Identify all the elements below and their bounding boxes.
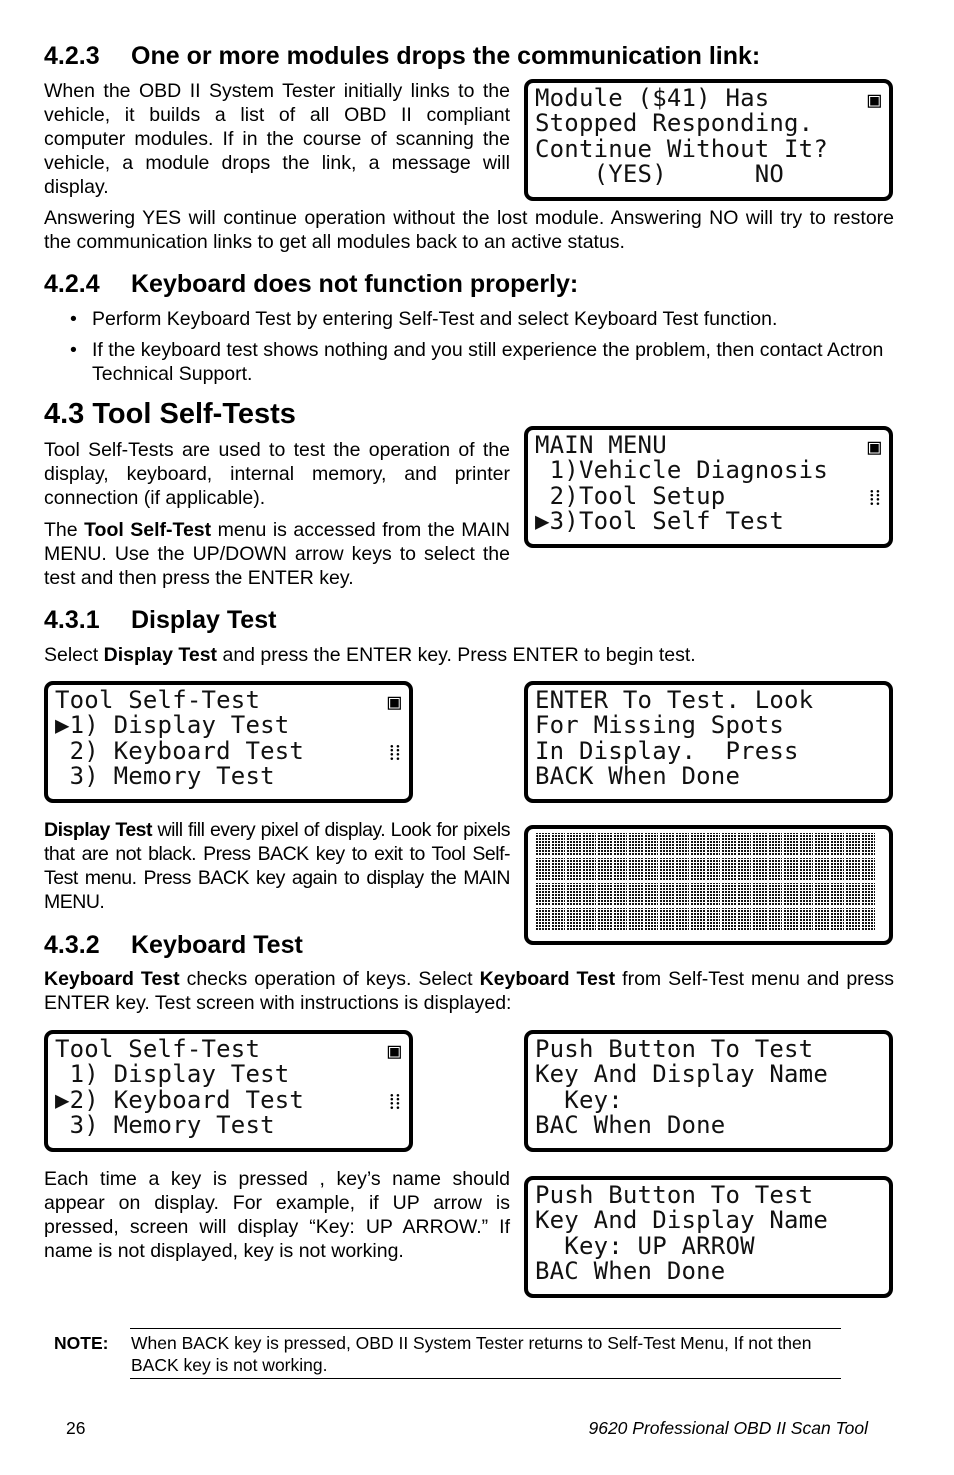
section-heading-4-3-2 (44, 931, 303, 959)
pixel-cell (676, 858, 690, 880)
pixel-cell (722, 883, 736, 905)
bullet-list (44, 307, 894, 393)
lcd-line: BACK When Done (535, 761, 741, 790)
lcd-line: BAC When Done (535, 1256, 726, 1285)
pixel-cell (862, 908, 876, 930)
page-number: 26 (66, 1418, 86, 1438)
text-run: checks operation of keys. Select (179, 968, 480, 990)
pixel-cell (800, 908, 814, 930)
lcd-line: Tool Self-Test (55, 1035, 261, 1063)
pixel-cell (598, 908, 612, 930)
section-number: 4.2.4 (44, 270, 100, 298)
pixel-cell (784, 833, 798, 855)
pixel-cell (815, 883, 829, 905)
pixel-cell (707, 833, 721, 855)
pixel-cell (738, 883, 752, 905)
list-item (44, 307, 894, 331)
text-run: The (44, 519, 85, 541)
pixel-cell (738, 908, 752, 930)
text-run: from Self-Test menu and press ENTER key. Test screen with instructions is displayed: (44, 968, 894, 1014)
scroll-bar-icon: ⁞⁞ (868, 486, 881, 511)
pixel-cell (784, 908, 798, 930)
pixel-cell (862, 833, 876, 855)
pixel-cell (784, 858, 798, 880)
lcd-line: ▶3)Tool Self Test (535, 506, 785, 535)
pixel-cell (862, 858, 876, 880)
note-text: When BACK key is pressed, OBD II System Tester returns to Self-Test Menu, If not then BACK key is not working. (131, 1333, 812, 1375)
scroll-top-icon: ▣ (387, 1039, 401, 1064)
pixel-cell (660, 908, 674, 930)
scroll-top-icon: ▣ (867, 435, 881, 460)
pixel-cell (536, 858, 550, 880)
lcd-line: Tool Self-Test (55, 686, 261, 714)
pixel-cell (645, 883, 659, 905)
pixel-cell (552, 833, 566, 855)
text-run: Select (44, 644, 104, 666)
pixel-cell (769, 883, 783, 905)
text-run: menu is accessed from the MAIN MENU. Use the UP/DOWN arrow keys to select the test and then press the ENTER key. (44, 519, 510, 589)
bullet-icon: • (70, 339, 77, 361)
pixel-cell (676, 908, 690, 930)
lcd-line: (YES) NO (535, 159, 785, 188)
lcd-line: 3) Memory Test (55, 1110, 275, 1139)
pixel-cell (583, 883, 597, 905)
pixel-cell (831, 883, 845, 905)
pixel-cell (831, 833, 845, 855)
lcd-self-test-menu-keyboard (44, 1030, 413, 1152)
pixel-cell (552, 858, 566, 880)
pixel-cell (691, 833, 705, 855)
lcd-module-stopped (524, 79, 893, 201)
lcd-line: Key: UP ARROW (535, 1231, 755, 1260)
section-heading-4-3: 4.3 Tool Self-Tests (44, 398, 296, 430)
pixel-cell (567, 908, 581, 930)
bullet-text: Perform Keyboard Test by entering Self-Test and select Keyboard Test function. (92, 308, 778, 330)
pixel-cell (614, 883, 628, 905)
pixel-cell (722, 858, 736, 880)
footer-product: 9620 Professional OBD II Scan Tool (588, 1418, 868, 1438)
pixel-cell (722, 908, 736, 930)
note-label: NOTE: (54, 1333, 109, 1353)
lcd-line: 2) Keyboard Test (55, 736, 305, 765)
bullet-icon: • (70, 308, 77, 330)
pixel-cell (815, 833, 829, 855)
pixel-cell (753, 858, 767, 880)
pixel-cell (738, 858, 752, 880)
lcd-push-button-up-arrow (524, 1176, 893, 1298)
note-rule-top (130, 1328, 841, 1329)
section-number: 4.3.2 (44, 931, 100, 959)
pixel-cell (738, 833, 752, 855)
section-title: Display Test (131, 606, 277, 634)
pixel-cell (769, 858, 783, 880)
lcd-line: Push Button To Test (535, 1035, 814, 1063)
bullet-text: If the keyboard test shows nothing and you still experience the problem, then contact Actron Technical Support. (92, 339, 884, 385)
lcd-line: Key And Display Name (535, 1060, 828, 1089)
pixel-cell (800, 858, 814, 880)
lcd-line: MAIN MENU (535, 431, 667, 459)
lcd-self-test-menu-display (44, 681, 413, 803)
pixel-cell (707, 858, 721, 880)
section-heading-4-2-4 (44, 270, 578, 298)
pixel-cell (815, 858, 829, 880)
pixel-row (536, 833, 889, 855)
lcd-line: ▶1) Display Test (55, 711, 290, 740)
lcd-line: ENTER To Test. Look (535, 686, 814, 714)
pixel-cell (629, 833, 643, 855)
section-number: 4.3.1 (44, 606, 100, 634)
pixel-cell (552, 883, 566, 905)
pixel-cell (722, 833, 736, 855)
pixel-cell (753, 833, 767, 855)
pixel-grid (536, 833, 889, 930)
lcd-line: Continue Without It? (535, 134, 828, 163)
text-bold: Display Test (44, 819, 152, 841)
pixel-cell (614, 833, 628, 855)
pixel-cell (660, 833, 674, 855)
section-heading-4-3-1 (44, 606, 276, 634)
pixel-cell (846, 883, 860, 905)
pixel-cell (753, 908, 767, 930)
pixel-cell (862, 883, 876, 905)
pixel-cell (769, 833, 783, 855)
pixel-cell (598, 833, 612, 855)
pixel-cell (614, 908, 628, 930)
pixel-cell (769, 908, 783, 930)
pixel-cell (629, 908, 643, 930)
pixel-cell (846, 908, 860, 930)
scroll-top-icon: ▣ (387, 690, 401, 715)
pixel-cell (645, 858, 659, 880)
pixel-cell (536, 908, 550, 930)
lcd-line: Module ($41) Has (535, 84, 770, 112)
lcd-line: 1)Vehicle Diagnosis (535, 456, 828, 485)
lcd-main-menu (524, 426, 893, 548)
lcd-line: ▶2) Keyboard Test (55, 1085, 305, 1114)
pixel-cell (660, 883, 674, 905)
section-title: Keyboard Test (131, 931, 303, 959)
paragraph-key-pressed: Each time a key is pressed , key’s name should appear on display. For example, if UP arrow is pressed, screen will display “Key: UP ARROW.” If name is not displayed, key is not working. (44, 1168, 510, 1262)
lcd-display-test-info (524, 681, 893, 803)
pixel-cell (784, 883, 798, 905)
pixel-cell (614, 858, 628, 880)
scroll-bar-icon: ⁞⁞ (388, 741, 401, 766)
note-rule-bottom (130, 1378, 841, 1379)
pixel-cell (645, 833, 659, 855)
pixel-cell (691, 883, 705, 905)
lcd-line: 2)Tool Setup (535, 481, 726, 510)
pixel-cell (660, 858, 674, 880)
text-bold: Keyboard Test (479, 968, 616, 990)
pixel-cell (707, 908, 721, 930)
pixel-cell (552, 908, 566, 930)
pixel-cell (800, 883, 814, 905)
pixel-cell (707, 883, 721, 905)
section-number: 4.2.3 (44, 42, 100, 70)
pixel-cell (583, 833, 597, 855)
pixel-cell (691, 908, 705, 930)
pixel-cell (676, 883, 690, 905)
pixel-cell (567, 858, 581, 880)
pixel-cell (676, 833, 690, 855)
lcd-line: Stopped Responding. (535, 109, 814, 138)
lcd-line: BAC When Done (535, 1110, 726, 1139)
text-bold: Display Test (103, 644, 218, 666)
pixel-cell (536, 833, 550, 855)
pixel-cell (583, 858, 597, 880)
lcd-line: Key: (535, 1085, 623, 1114)
paragraph-self-test-menu (44, 518, 510, 590)
paragraph-keyboard-intro (44, 967, 894, 1015)
pixel-cell (753, 883, 767, 905)
lcd-line: In Display. Press (535, 736, 799, 765)
paragraph-link-intro: When the OBD II System Tester initially links to the vehicle, it builds a list of all OBD II compliant computer modules. If in the course of scanning the vehicle, a module drops the link, a message will display. (44, 80, 510, 198)
text-run: and press the ENTER key. Press ENTER to begin test. (217, 644, 696, 666)
pixel-cell (815, 908, 829, 930)
paragraph-self-tests-intro: Tool Self-Tests are used to test the operation of the display, keyboard, internal memory, and printer connection (if applicable). (44, 439, 510, 509)
pixel-cell (831, 858, 845, 880)
list-item (44, 338, 894, 386)
lcd-line: Key And Display Name (535, 1206, 828, 1235)
pixel-row (536, 883, 889, 905)
paragraph-answer: Answering YES will continue operation without the lost module. Answering NO will try to restore the communication links to get all modules back to an active status. (44, 207, 894, 253)
scroll-bar-icon: ⁞⁞ (388, 1090, 401, 1115)
lcd-push-button-empty (524, 1030, 893, 1152)
section-title: One or more modules drops the communication link: (131, 42, 761, 70)
pixel-row (536, 858, 889, 880)
text-run: will fill every pixel of display. Look for pixels that are not black. Press BACK key to exit to Tool Self-Test menu. Press BACK key again to display the MAIN MENU. (44, 819, 510, 913)
lcd-line: For Missing Spots (535, 711, 785, 740)
text-bold: Tool Self-Test (84, 519, 212, 541)
pixel-cell (800, 833, 814, 855)
lcd-all-pixels (524, 825, 893, 945)
text-bold: Keyboard Test (44, 968, 180, 990)
pixel-cell (691, 858, 705, 880)
pixel-cell (629, 858, 643, 880)
section-heading-4-2-3 (44, 42, 760, 70)
section-title: Keyboard does not function properly: (131, 270, 579, 298)
pixel-cell (598, 883, 612, 905)
pixel-cell (645, 908, 659, 930)
pixel-cell (629, 883, 643, 905)
pixel-cell (598, 858, 612, 880)
paragraph-display-test (44, 818, 510, 914)
pixel-cell (583, 908, 597, 930)
pixel-cell (567, 883, 581, 905)
lcd-line: 3) Memory Test (55, 761, 275, 790)
lcd-line: Push Button To Test (535, 1181, 814, 1209)
pixel-cell (846, 858, 860, 880)
scroll-top-icon: ▣ (867, 88, 881, 113)
pixel-cell (567, 833, 581, 855)
pixel-row (536, 908, 889, 930)
lcd-line: 1) Display Test (55, 1060, 290, 1089)
pixel-cell (831, 908, 845, 930)
pixel-cell (846, 833, 860, 855)
paragraph-display-intro (44, 643, 894, 667)
pixel-cell (536, 883, 550, 905)
